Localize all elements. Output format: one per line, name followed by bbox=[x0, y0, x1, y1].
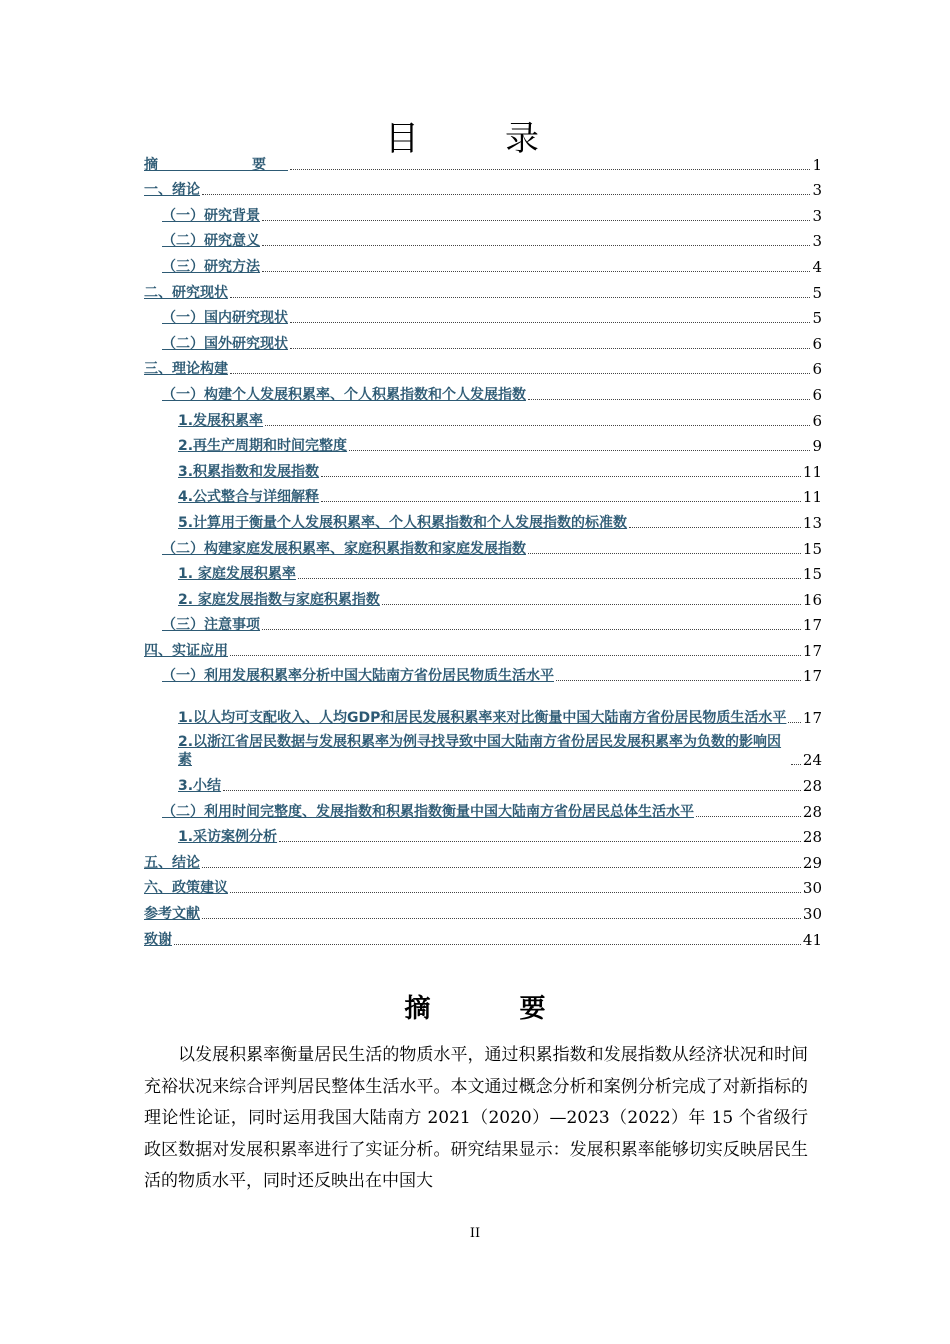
toc-entry-link[interactable]: 摘 要 bbox=[144, 156, 288, 173]
toc-page-number: 28 bbox=[802, 828, 822, 847]
toc-page-number: 5 bbox=[812, 283, 822, 302]
toc-entry-link[interactable]: （三）注意事项 bbox=[162, 617, 260, 634]
toc-page-number: 29 bbox=[802, 853, 822, 872]
toc-dot-leader bbox=[556, 680, 801, 681]
toc-dot-leader bbox=[230, 373, 810, 374]
toc-entry[interactable] bbox=[144, 250, 822, 276]
toc-entry-link[interactable]: 六、政策建议 bbox=[144, 880, 228, 897]
toc-page-number: 6 bbox=[812, 360, 822, 379]
toc-entry-link[interactable]: 1. 家庭发展积累率 bbox=[178, 566, 296, 583]
toc-entry[interactable] bbox=[144, 506, 822, 532]
toc-entry[interactable] bbox=[144, 327, 822, 353]
toc-entry-link[interactable]: 2.以浙江省居民数据与发展积累率为例寻找导致中国大陆南方省份居民发展积累率为负数的影响因素 bbox=[178, 734, 782, 769]
toc-page-number: 15 bbox=[802, 539, 822, 558]
toc-page-number: 11 bbox=[802, 462, 822, 481]
toc-entry[interactable] bbox=[144, 430, 822, 456]
toc-entry-link[interactable]: （一）研究背景 bbox=[162, 207, 260, 224]
toc-page-number: 30 bbox=[802, 879, 822, 898]
toc-entry[interactable] bbox=[144, 769, 822, 795]
abstract-body: 以发展积累率衡量居民生活的物质水平，通过积累指数和发展指数从经济状况和时间充裕状况来综合评判居民整体生活水平。本文通过概念分析和案例分析完成了对新指标的理论性论证，同时运用我国大陆南方 2021（2020）—2023（2022）年 15 个省级行政区数据对发展积累率进行了实证分析。研究结果显示：发展积累率能够切实反映居民生活的物质水平，同时还反映出在中国大 bbox=[144, 1045, 808, 1191]
toc-page-number: 3 bbox=[812, 181, 822, 200]
toc-page-number: 11 bbox=[802, 488, 822, 507]
toc-entry-link[interactable]: 3.积累指数和发展指数 bbox=[178, 463, 320, 480]
toc-page-number: 16 bbox=[802, 590, 822, 609]
toc-dot-leader bbox=[629, 527, 801, 528]
toc-entry[interactable] bbox=[144, 174, 822, 200]
toc-entry[interactable] bbox=[144, 583, 822, 609]
toc-dot-leader bbox=[382, 604, 801, 605]
toc-page-number: 15 bbox=[802, 565, 822, 584]
toc-page-number: 6 bbox=[812, 334, 822, 353]
toc-page-number: 28 bbox=[802, 777, 822, 796]
toc-page-number: 28 bbox=[802, 802, 822, 821]
toc-entry-link[interactable]: 一、绪论 bbox=[144, 182, 200, 199]
toc-dot-leader bbox=[230, 892, 801, 893]
toc-entry-link[interactable]: 1.发展积累率 bbox=[178, 412, 264, 429]
toc-dot-leader bbox=[262, 629, 801, 630]
toc-page-number: 3 bbox=[812, 232, 822, 251]
toc-entry-link[interactable]: 1.采访案例分析 bbox=[178, 829, 278, 846]
toc-entry[interactable] bbox=[144, 404, 822, 430]
toc-dot-leader bbox=[202, 867, 801, 868]
toc-entry-link[interactable]: 3.小结 bbox=[178, 778, 222, 795]
toc-entry-link[interactable]: （三）研究方法 bbox=[162, 258, 260, 275]
toc-dot-leader bbox=[791, 764, 801, 765]
toc-entry[interactable] bbox=[144, 353, 822, 379]
toc-entry[interactable] bbox=[144, 634, 822, 660]
toc-dot-leader bbox=[298, 578, 801, 579]
toc-entry[interactable] bbox=[144, 872, 822, 898]
toc-entry[interactable] bbox=[144, 685, 822, 727]
toc-page-number: 17 bbox=[802, 667, 822, 686]
toc-dot-leader bbox=[696, 816, 801, 817]
toc-entry[interactable] bbox=[144, 481, 822, 507]
toc-entry-link[interactable]: （二）国外研究现状 bbox=[162, 335, 288, 352]
toc-entry-link[interactable]: （二）利用时间完整度、发展指数和积累指数衡量中国大陆南方省份居民总体生活水平 bbox=[162, 803, 694, 820]
toc-dot-leader bbox=[788, 722, 800, 723]
toc-dot-leader bbox=[290, 169, 810, 170]
toc-entry[interactable] bbox=[144, 923, 822, 949]
toc-page-number: 30 bbox=[802, 905, 822, 924]
table-of-contents bbox=[144, 148, 822, 949]
toc-page-number: 9 bbox=[812, 437, 822, 456]
toc-entry-link[interactable]: （二）研究意义 bbox=[162, 233, 260, 250]
toc-entry[interactable] bbox=[144, 795, 822, 821]
toc-entry[interactable] bbox=[144, 660, 822, 686]
toc-dot-leader bbox=[174, 944, 801, 945]
toc-dot-leader bbox=[349, 450, 810, 451]
toc-dot-leader bbox=[321, 501, 801, 502]
toc-entry-link[interactable]: 5.计算用于衡量个人发展积累率、个人积累指数和个人发展指数的标准数 bbox=[178, 514, 628, 531]
toc-entry[interactable] bbox=[144, 727, 822, 769]
toc-dot-leader bbox=[528, 399, 810, 400]
toc-entry[interactable] bbox=[144, 225, 822, 251]
toc-entry-link[interactable]: 二、研究现状 bbox=[144, 284, 228, 301]
toc-page-number: 1 bbox=[812, 155, 822, 174]
toc-entry-link[interactable]: 参考文献 bbox=[144, 906, 200, 923]
toc-dot-leader bbox=[262, 245, 810, 246]
toc-entry[interactable] bbox=[144, 378, 822, 404]
toc-entry-link[interactable]: 三、理论构建 bbox=[144, 361, 228, 378]
toc-page-number: 13 bbox=[802, 513, 822, 532]
toc-entry-link[interactable]: （一）利用发展积累率分析中国大陆南方省份居民物质生活水平 bbox=[162, 668, 554, 685]
abstract-title: 摘 要 bbox=[404, 994, 586, 1024]
toc-entry[interactable] bbox=[144, 302, 822, 328]
toc-page-number: 3 bbox=[812, 206, 822, 225]
toc-page-number: 5 bbox=[812, 309, 822, 328]
toc-dot-leader bbox=[321, 476, 801, 477]
toc-page-number: 41 bbox=[802, 930, 822, 949]
toc-dot-leader bbox=[290, 322, 810, 323]
toc-page-number: 6 bbox=[812, 385, 822, 404]
toc-entry-link[interactable]: 四、实证应用 bbox=[144, 642, 228, 659]
toc-entry-link[interactable]: （一）构建个人发展积累率、个人积累指数和个人发展指数 bbox=[162, 386, 526, 403]
toc-dot-leader bbox=[290, 348, 810, 349]
toc-dot-leader bbox=[223, 790, 801, 791]
toc-entry[interactable] bbox=[144, 558, 822, 584]
toc-page-number: 24 bbox=[802, 751, 822, 770]
toc-page-number: 6 bbox=[812, 411, 822, 430]
page-number: II bbox=[469, 1226, 481, 1241]
toc-dot-leader bbox=[230, 297, 810, 298]
toc-page-number: 17 bbox=[802, 709, 822, 728]
toc-entry-link[interactable]: 致谢 bbox=[144, 931, 172, 948]
toc-entry[interactable] bbox=[144, 199, 822, 225]
toc-page-number: 17 bbox=[802, 641, 822, 660]
toc-entry-link[interactable]: 2.再生产周期和时间完整度 bbox=[178, 438, 348, 455]
toc-dot-leader bbox=[262, 220, 810, 221]
toc-entry[interactable] bbox=[144, 821, 822, 847]
toc-entry-link[interactable]: （二）构建家庭发展积累率、家庭积累指数和家庭发展指数 bbox=[162, 540, 526, 557]
toc-dot-leader bbox=[230, 655, 801, 656]
toc-entry-link[interactable]: 五、结论 bbox=[144, 854, 200, 871]
toc-dot-leader bbox=[265, 425, 810, 426]
toc-entry[interactable] bbox=[144, 276, 822, 302]
toc-entry[interactable] bbox=[144, 532, 822, 558]
toc-dot-leader bbox=[528, 553, 801, 554]
toc-entry-link[interactable]: 1.以人均可支配收入、人均GDP和居民发展积累率来对比衡量中国大陆南方省份居民物质生活水平 bbox=[178, 710, 787, 727]
toc-entry-link[interactable]: 4.公式整合与详细解释 bbox=[178, 489, 320, 506]
toc-entry[interactable] bbox=[144, 846, 822, 872]
toc-entry-link[interactable]: （一）国内研究现状 bbox=[162, 310, 288, 327]
toc-entry[interactable] bbox=[144, 609, 822, 635]
toc-page-number: 17 bbox=[802, 616, 822, 635]
toc-dot-leader bbox=[202, 194, 810, 195]
toc-page-number: 4 bbox=[812, 257, 822, 276]
toc-entry-link[interactable]: 2. 家庭发展指数与家庭积累指数 bbox=[178, 591, 380, 608]
toc-title: 目 录 bbox=[385, 119, 565, 159]
toc-entry[interactable] bbox=[144, 455, 822, 481]
toc-entry[interactable] bbox=[144, 897, 822, 923]
toc-dot-leader bbox=[279, 841, 801, 842]
toc-dot-leader bbox=[262, 271, 810, 272]
toc-dot-leader bbox=[202, 918, 801, 919]
